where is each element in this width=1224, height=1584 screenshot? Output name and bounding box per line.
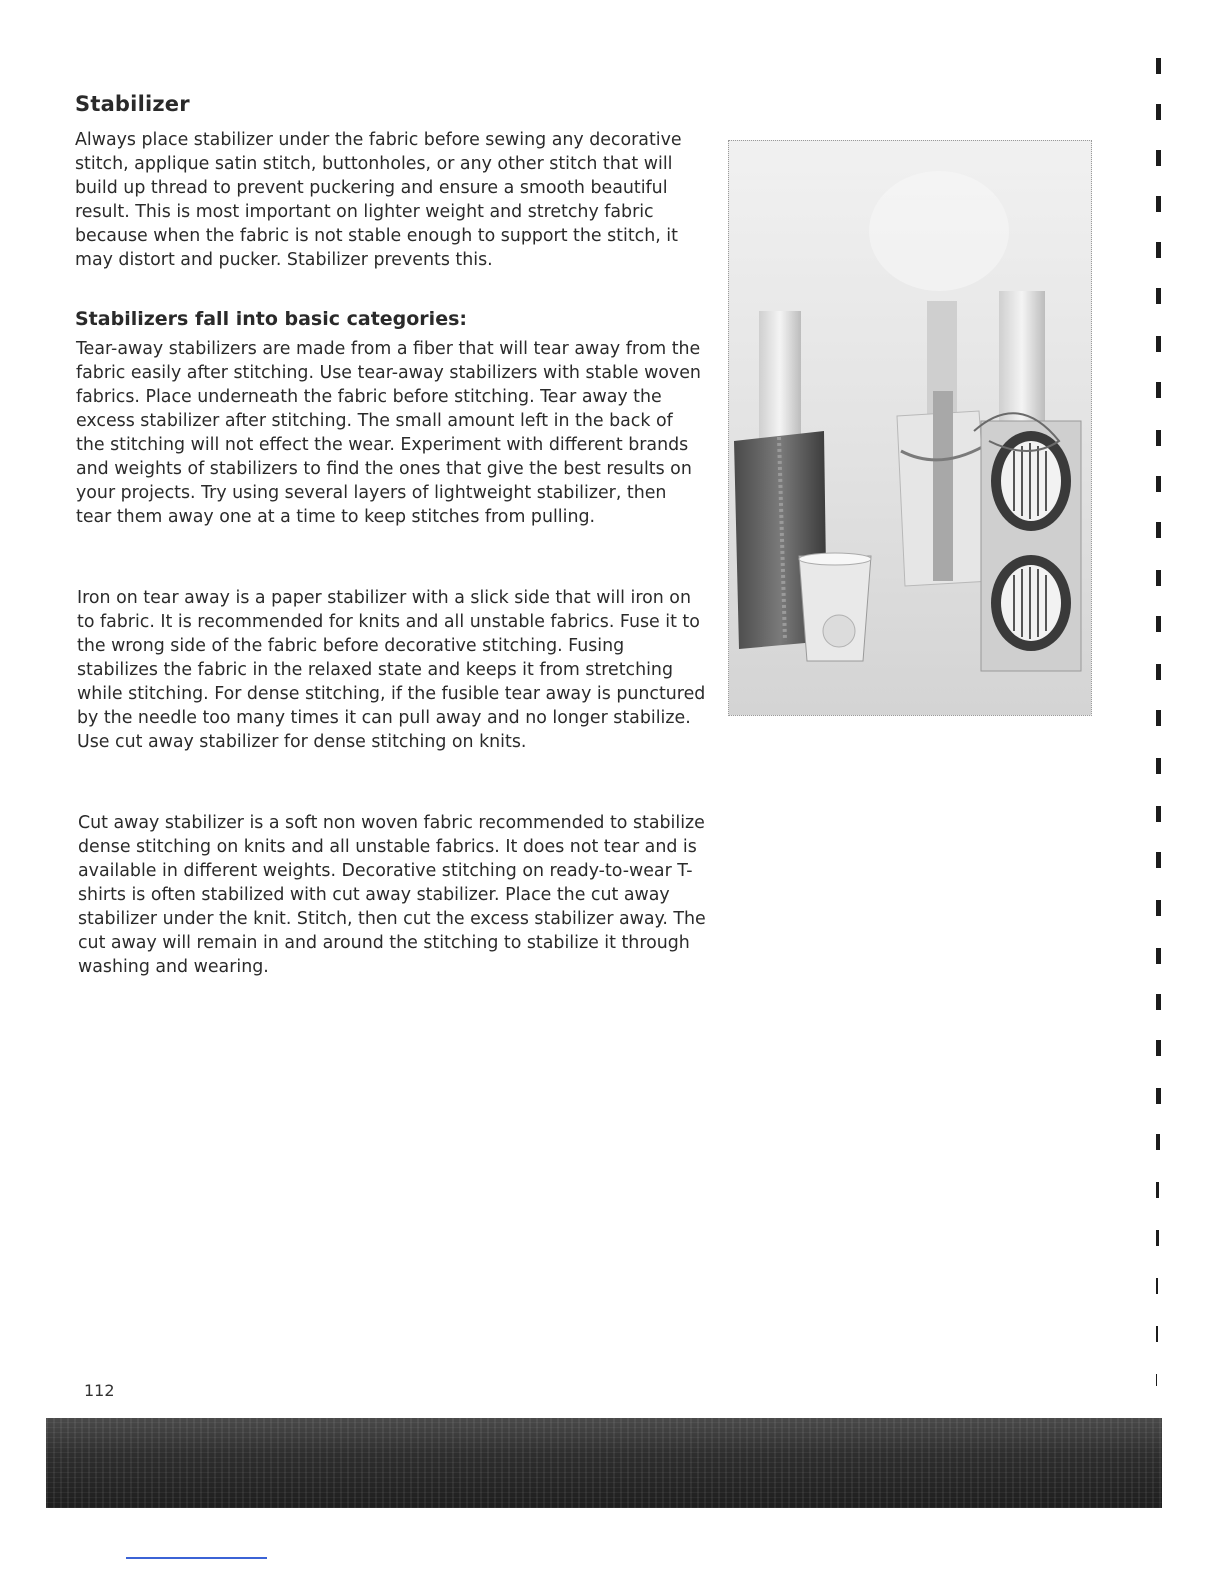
bottle-wraps-photo [728, 140, 1092, 716]
iron-on-paragraph: Iron on tear away is a paper stabilizer with a slick side that will iron on to fabric. It is recommended for knits and all unstable fabrics. Fuse it to the wrong side of the fabric before decorative stitching. Fusing stabilizes the fabric in the relaxed state and keeps it from stretching while stitching. For dense stitching, if the fusible tear away is punctured by the needle too many times it can pull away and no longer stabilize. Use cut away stabilizer for dense stitching on knits. [77, 588, 706, 752]
water-glass-illustration [799, 553, 871, 661]
index-tab-edge [1150, 40, 1180, 1400]
section-title: Stabilizer [75, 92, 190, 116]
page-number: 112 [84, 1381, 115, 1400]
cut-away-paragraph: Cut away stabilizer is a soft non woven fabric recommended to stabilize dense stitching on knits and all unstable fabrics. It does not tear and is available in different weights. Decorative stitching on ready-to-wear T-shirts is often stabilized with cut away stabilizer. Place the cut away stabilizer under the knit. Stitch, then cut the excess stabilizer away. The cut away will remain in and around the stitching to stabilize it through washing and wearing. [78, 813, 706, 977]
scan-footer-band [46, 1418, 1162, 1508]
intro-paragraph: Always place stabilizer under the fabric before sewing any decorative stitch, applique satin stitch, buttonholes, or any other stitch that will build up thread to prevent puckering and ensure a smooth beautiful result. This is most important on lighter weight and stretchy fabric because when the fabric is not stable enough to support the stitch, it may distort and pucker. Stabilizer prevents this. [75, 130, 682, 270]
categories-heading: Stabilizers fall into basic categories: [75, 308, 467, 330]
scan-edge-line [126, 1557, 267, 1559]
tear-away-paragraph: Tear-away stabilizers are made from a fiber that will tear away from the fabric easily after stitching. Use tear-away stabilizers with stable woven fabrics. Place underneath the fabric before stitching. Tear away the excess stabilizer after stitching. The small amount left in the back of the stitching will not effect the wear. Experiment with different brands and weights of stabilizers to find the ones that give the best results on your projects. Try using several layers of lightweight stabilizer, then tear them away one at a time to keep stitches from pulling. [76, 339, 701, 527]
